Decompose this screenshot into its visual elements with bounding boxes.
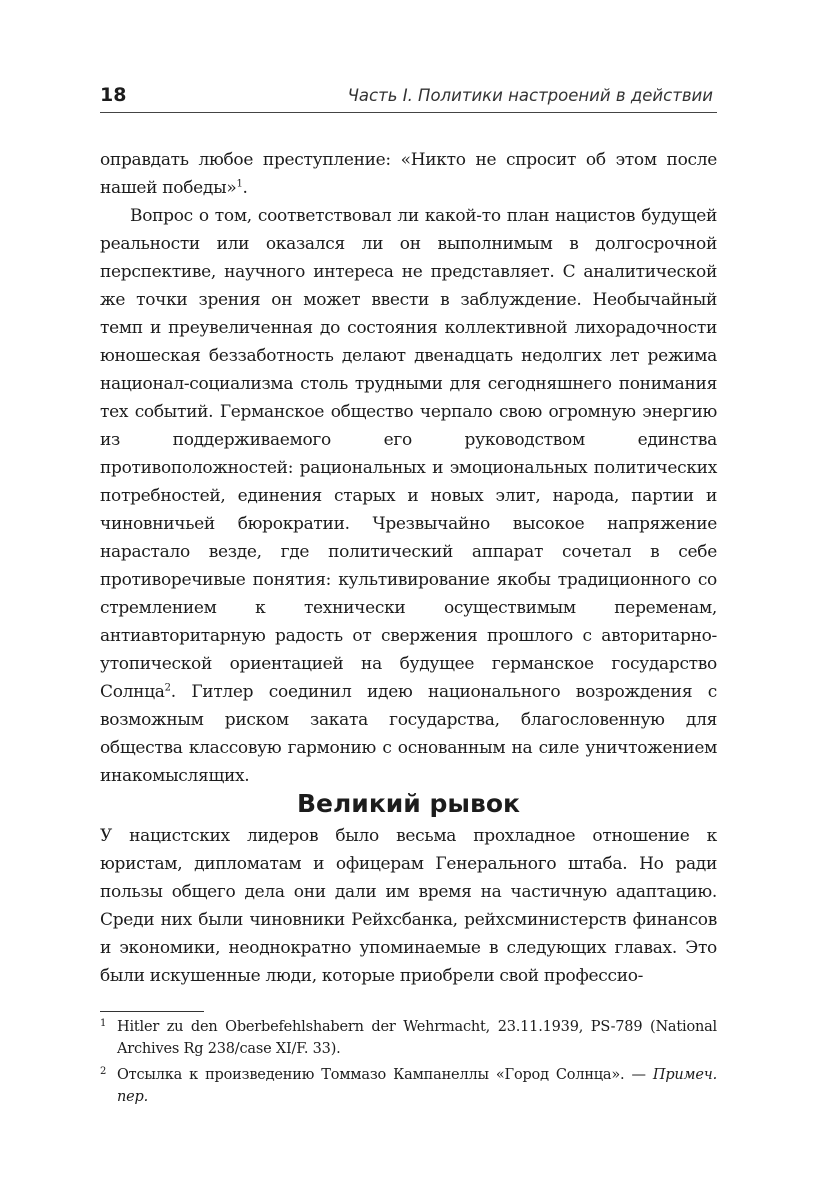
footnote-text: Hitler zu den Oberbefehlshabern der Wehrmacht, 23.11.1939, PS-789 (National Archives Rg 238/case XI/F. 33).: [117, 1019, 717, 1057]
paragraph: Вопрос о том, соответствовал ли какой-то план нацистов будущей реальности или оказался ли он выполнимым в долгосрочной перспективе, научного интереса не представляет. С аналитической же точки зрения он может ввести в заблуждение. Необычайный темп и преувеличенная до состояния коллективной лихорадочности юношеская беззаботность делают двенадцать недолгих лет режима национал-социализма столь трудными для сегодняшнего понимания тех событий. Германское общество черпало свою огромную энергию из поддерживаемого его руководством единства противоположностей: рациональных и эмоциональных политических потребностей, единения старых и новых элит, народа, партии и чиновничьей бюрократии. Чрезвычайно высокое напряжение нарастало везде, где политический аппарат сочетал в себе противоречивые понятия: культивирование якобы традиционного со стремлением к технически осуществимым переменам, антиавторитарную радость от свержения прошлого с авторитарно-утопической ориентацией на будущее германское государство Солнца$^2$. Гитлер соединил идею национального возрождения с возможным риском заката государства, благословенную для общества классовую гармонию с основанным на силе уничтожением инакомыслящих.: [100, 206, 717, 786]
section-paragraph: У нацистских лидеров было весьма прохладное отношение к юристам, дипломатам и офицерам Генерального штаба. Но ради пользы общего дела они дали им время на частичную адаптацию. Среди них были чиновники Рейхсбанка, рейхсминистерств финансов и экономики, неоднократно упоминаемые в следующих главах. Это были искушенные люди, которые приобрели свой профессио-: [100, 826, 717, 986]
translator-note: Примеч. пер.: [117, 1067, 717, 1105]
footnote-mark: 2: [100, 1066, 107, 1077]
page-number: 18: [100, 84, 127, 106]
footnote-divider: [100, 1011, 204, 1012]
footnote-ref[interactable]: 1: [236, 178, 243, 190]
section-heading: Великий рывок: [296, 788, 520, 818]
footnote-text: Отсылка к произведению Томмазо Кампанеллы «Город Солнца». —: [117, 1067, 653, 1083]
footnote-mark: 1: [100, 1018, 107, 1029]
footnote: [100, 1016, 717, 1060]
footnotes: [100, 1016, 717, 1112]
running-title: Часть I. Политики настроений в действии: [347, 86, 713, 105]
footnote: [100, 1064, 717, 1108]
page-header: [100, 82, 717, 113]
paragraph: оправдать любое преступление: «Никто не спросит об этом после нашей победы»$^1$.: [100, 150, 717, 198]
footnote-ref[interactable]: 2: [164, 682, 171, 694]
main-text: [100, 146, 717, 790]
